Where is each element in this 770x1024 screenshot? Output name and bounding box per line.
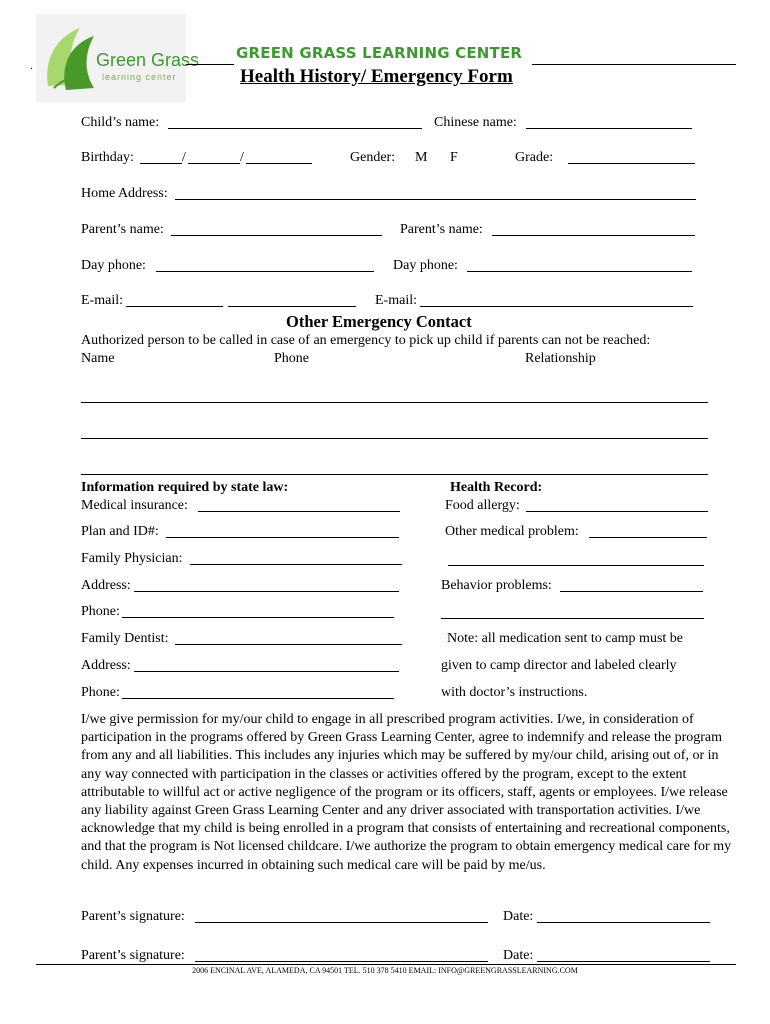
physician-address-field[interactable] bbox=[134, 591, 399, 592]
other-medical-field-extra[interactable] bbox=[448, 565, 704, 566]
family-physician-label: Family Physician: bbox=[81, 551, 183, 566]
column-name: Name bbox=[81, 351, 115, 366]
medical-insurance-label: Medical insurance: bbox=[81, 498, 188, 513]
physician-phone-field[interactable] bbox=[122, 617, 394, 618]
header-rule-left bbox=[186, 64, 234, 65]
home-address-label: Home Address: bbox=[81, 186, 168, 201]
email-field-1b[interactable] bbox=[228, 306, 356, 307]
emergency-instruction: Authorized person to be called in case of an emergency to pick up child if parents can not be reached: bbox=[81, 333, 651, 348]
medical-insurance-field[interactable] bbox=[198, 511, 400, 512]
emergency-contact-heading: Other Emergency Contact bbox=[286, 312, 472, 331]
emergency-contact-line-2[interactable] bbox=[81, 438, 708, 439]
logo bbox=[36, 14, 200, 102]
leaf-logo-icon bbox=[36, 14, 200, 102]
address-label: Address: bbox=[81, 658, 131, 673]
childs-name-label: Child’s name: bbox=[81, 115, 160, 130]
email-label: E-mail: bbox=[81, 293, 123, 308]
parent-name-label: Parent’s name: bbox=[81, 222, 164, 237]
phone-label: Phone: bbox=[81, 604, 120, 619]
medication-note: given to camp director and labeled clearly bbox=[441, 658, 677, 673]
date-label: Date: bbox=[503, 909, 534, 924]
plan-id-field[interactable] bbox=[166, 537, 399, 538]
behavior-problems-label: Behavior problems: bbox=[441, 578, 552, 593]
consent-paragraph: I/we give permission for my/our child to engage in all prescribed program activities. I/we, in consideration of participation in the programs offered by Green Grass Learning Center, agree to indemnify and release the program from any and all liabilities. This includes any injuries which may be suffered by my/our child, arising out of, or in any way connected with participation in the classes or activities offered by the program, except to the extent attributable to willful act or active negligence of the program or its officers, staff, agents or employees. I/we release any liability against Green Grass Learning Center and any driver associated with transportation activities. I/we acknowledge that my child is being enrolled in a program that consists of entertaining and recreational components, and that the program is Not licensed childcare. I/we authorize the program to obtain emergency medical care for my child. Any expenses incurred in obtaining such medical care will be paid by me/us. bbox=[81, 712, 732, 873]
gender-option-m[interactable]: M bbox=[415, 150, 428, 165]
birthday-separator: / bbox=[182, 150, 186, 165]
medication-note: Note: all medication sent to camp must be bbox=[447, 631, 683, 646]
phone-label: Phone: bbox=[81, 685, 120, 700]
address-label: Address: bbox=[81, 578, 131, 593]
gender-label: Gender: bbox=[350, 150, 396, 165]
chinese-name-field[interactable] bbox=[526, 128, 692, 129]
home-address-field[interactable] bbox=[175, 199, 696, 200]
dentist-phone-field[interactable] bbox=[122, 698, 394, 699]
family-dentist-label: Family Dentist: bbox=[81, 631, 169, 646]
plan-id-label: Plan and ID#: bbox=[81, 524, 159, 539]
other-medical-label: Other medical problem: bbox=[445, 524, 579, 539]
email-label: E-mail: bbox=[375, 293, 417, 308]
medication-note: with doctor’s instructions. bbox=[441, 685, 588, 700]
parent-signature-label: Parent’s signature: bbox=[81, 948, 185, 963]
date-field-1[interactable] bbox=[537, 922, 710, 923]
grade-field[interactable] bbox=[568, 163, 695, 164]
footer-rule bbox=[36, 964, 736, 965]
state-law-heading: Information required by state law: bbox=[81, 480, 289, 495]
emergency-contact-line-1[interactable] bbox=[81, 402, 708, 403]
food-allergy-label: Food allergy: bbox=[445, 498, 520, 513]
form-title: Health History/ Emergency Form bbox=[240, 66, 513, 87]
family-physician-field[interactable] bbox=[190, 564, 402, 565]
header-rule-right bbox=[532, 64, 736, 65]
svg-text:Green Grass: Green Grass bbox=[96, 50, 200, 70]
parent-signature-field-2[interactable] bbox=[195, 961, 488, 962]
day-phone-field-1[interactable] bbox=[156, 271, 374, 272]
behavior-problems-field[interactable] bbox=[560, 591, 703, 592]
parent-signature-label: Parent’s signature: bbox=[81, 909, 185, 924]
column-relationship: Relationship bbox=[525, 351, 596, 366]
grade-label: Grade: bbox=[515, 150, 554, 165]
gender-option-f[interactable]: F bbox=[450, 150, 458, 165]
footer-address: 2006 ENCINAL AVE, ALAMEDA, CA 94501 TEL. 510 378 5410 EMAIL: INFO@GREENGRASSLEARNING.COM bbox=[192, 966, 578, 975]
parent-name-field-1[interactable] bbox=[171, 235, 382, 236]
family-dentist-field[interactable] bbox=[175, 644, 402, 645]
email-field-2[interactable] bbox=[420, 306, 693, 307]
birthday-label: Birthday: bbox=[81, 150, 134, 165]
day-phone-field-2[interactable] bbox=[467, 271, 692, 272]
stray-mark: . bbox=[30, 58, 33, 72]
day-phone-label: Day phone: bbox=[393, 258, 458, 273]
dentist-address-field[interactable] bbox=[134, 671, 399, 672]
brand-name: GREEN GRASS LEARNING CENTER bbox=[236, 44, 523, 62]
date-label: Date: bbox=[503, 948, 534, 963]
column-phone: Phone bbox=[274, 351, 309, 366]
childs-name-field[interactable] bbox=[168, 128, 422, 129]
emergency-contact-line-3[interactable] bbox=[81, 474, 708, 475]
other-medical-field[interactable] bbox=[589, 537, 707, 538]
health-record-heading: Health Record: bbox=[450, 480, 543, 495]
birthday-day-field[interactable] bbox=[188, 163, 240, 164]
chinese-name-label: Chinese name: bbox=[434, 115, 517, 130]
birthday-month-field[interactable] bbox=[140, 163, 182, 164]
parent-name-field-2[interactable] bbox=[492, 235, 695, 236]
svg-text:learning center: learning center bbox=[102, 72, 177, 82]
parent-signature-field-1[interactable] bbox=[195, 922, 488, 923]
parent-name-label: Parent’s name: bbox=[400, 222, 483, 237]
date-field-2[interactable] bbox=[537, 961, 710, 962]
day-phone-label: Day phone: bbox=[81, 258, 146, 273]
behavior-problems-field-extra[interactable] bbox=[441, 618, 704, 619]
birthday-separator: / bbox=[240, 150, 244, 165]
email-field-1a[interactable] bbox=[126, 306, 223, 307]
food-allergy-field[interactable] bbox=[526, 511, 708, 512]
birthday-year-field[interactable] bbox=[246, 163, 312, 164]
